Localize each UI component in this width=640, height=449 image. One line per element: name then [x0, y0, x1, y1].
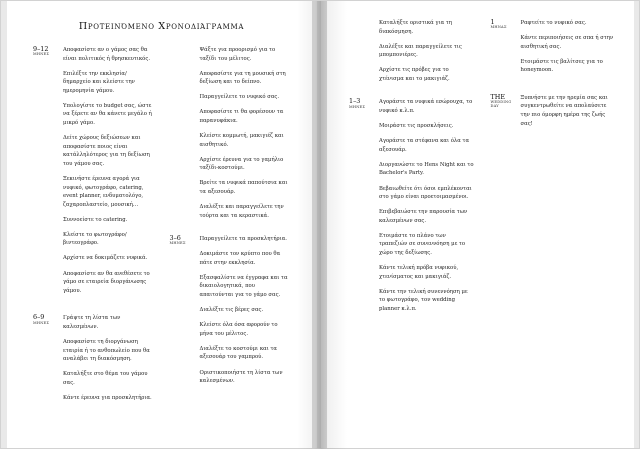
list-item: Αγοράστε τα νυφικά εσώρουχα, το νυφικό κ.λ.π. — [379, 99, 473, 115]
list-item: Διαλέξτε και παραγγείλετε την τούρτα και τα κεραστικά. — [199, 204, 284, 219]
left-column-2 — [170, 46, 291, 411]
timeline-items — [200, 46, 291, 220]
timeline-items — [521, 19, 617, 75]
list-item: Καταλήξτε οριστικά για τη διακόσμηση. — [379, 20, 453, 35]
page-title: Προτεινόμενο Χρονοδιάγραμμα — [78, 21, 245, 32]
right-column-1 — [349, 19, 475, 322]
timeline-unit: ΜΗΝΑΣ — [490, 25, 507, 30]
timeline-range: 1–3 — [349, 97, 361, 106]
left-column-1 — [33, 46, 154, 411]
timeline-items — [63, 314, 154, 402]
list-item: Δοκιμάστε τον κρύπτο που θα πάτε στην εκκλησία. — [199, 251, 281, 266]
timeline-block — [33, 46, 154, 295]
list-item: Αρχίστε να δοκιμάζετε νυφικά. — [63, 255, 148, 262]
timeline-block — [33, 314, 154, 402]
right-page — [327, 1, 634, 449]
timeline-label — [349, 98, 379, 109]
list-item: Επιβεβαιώστε την παρουσία των καλεσμένων σας. — [379, 209, 468, 224]
timeline-block — [349, 98, 475, 313]
list-item: Κάντε τελική πρόβα νυφικού, χτενίσματος και μακιγιάζ. — [379, 265, 459, 280]
list-item: Κάντε την τελική συνεννόηση με το φωτογράφο, τον wedding planner κ.λ.π. — [379, 288, 468, 312]
timeline-unit: ΜΗΝΕΣ — [349, 104, 366, 109]
block-spacer — [491, 84, 617, 94]
list-item: Κλείστε όλα όσα αφορούν το μήνα του μέλιτος. — [199, 322, 278, 337]
list-item: Δείτε χώρους δεξιώσεων και αποφασίστε ποιος είναι κατάλληλότερος για τη δεξίωση του γάμου σας. — [63, 135, 150, 167]
list-item: Αποφασίστε τη διοργάνωση εταιρία ή το ανθοπωλείο που θα αναλάβει τη διακόσμηση. — [63, 338, 150, 363]
list-item: Διαλέξτε το κοστούμι και τα αξεσουάρ του γαμπρού. — [199, 345, 277, 361]
timeline-unit: WEDDING DAY — [490, 100, 512, 108]
left-page-columns — [33, 46, 290, 411]
timeline-items — [379, 19, 475, 83]
list-item: Κλείστε το φωτογράφο/ βιντεογράφο. — [63, 231, 127, 247]
list-item: Επιλέξτε την εκκλησία/δημαρχείο και κλείστε την ημερομηνία γάμου. — [63, 70, 135, 94]
list-item: Ξυπνήστε με την ηρεμία σας και συγκεντρωθείτε να απολαύσετε την πιο όμορφη ημέρα της ζωής σας! — [520, 94, 608, 127]
list-item: Αποφασίστε τι θα φορέσουν τα παρανυφάκια. — [199, 109, 284, 124]
timeline-block — [170, 46, 291, 220]
list-item: Αρχίστε έρευνα για το γαμήλιο ταξίδι-κοστούμι. — [199, 156, 284, 172]
list-item: Διαλέξτε τις βέρες σας. — [199, 307, 264, 314]
list-item: Καταλήξτε στο θέμα του γάμου σας. — [63, 371, 148, 386]
list-item: Αποφασίστε για τη μουσική στη δεξίωση και το δείπνο. — [199, 70, 286, 86]
list-item: Κάντε έρευνα για προσκλητήρια. — [63, 394, 152, 401]
timeline-label — [349, 19, 379, 20]
timeline-block — [491, 94, 617, 128]
block-spacer — [33, 304, 154, 314]
list-item: Παραγγείλετε τα προσκλητήρια. — [199, 236, 287, 243]
left-page — [7, 1, 312, 449]
timeline-block — [491, 19, 617, 75]
list-item: Παραγγείλετε το νυφικό σας. — [199, 94, 280, 101]
list-item: Αγοράστε τα στέφανα και όλα τα αξεσουάρ. — [379, 138, 470, 153]
timeline-range: 9–12 — [33, 45, 49, 53]
timeline-unit: ΜΗΝΕΣ — [33, 320, 50, 325]
list-item: Αρχίστε τις πρόβες για το χτένισμα και το μακιγιάζ. — [379, 67, 450, 82]
list-item: Οριστικοποιήστε τη λίστα των καλεσμένων. — [199, 369, 283, 385]
timeline-label — [33, 314, 63, 325]
list-item: Βρείτε τα νυφικά παπούτσια και τα αξεσουάρ. — [199, 180, 288, 195]
list-item: Διοργανώστε το Hens Night και το Bachelor's Party. — [379, 161, 474, 177]
list-item: Βεβαιωθείτε ότι όσοι εμπλέκονται στο γάμο είναι προετοιμασμένοι. — [379, 185, 472, 201]
list-item: Κλείστε κομμωτή, μακιγιέζ και αισθητικό. — [199, 133, 284, 148]
list-item: Αποφασίστε αν ο γάμος σας θα είναι πολιτικός ή θρησκευτικός. — [63, 47, 151, 62]
timeline-label — [170, 46, 200, 47]
right-column-2 — [491, 19, 617, 322]
timeline-block — [349, 19, 475, 83]
list-item: Ετοιμάστε το πλάνο των τραπεζιών σε συνεννόηση με το χώρο της δεξίωσης. — [379, 232, 466, 256]
timeline-items — [379, 98, 475, 313]
list-item: Κάντε περιποιήσεις σε σπα ή στην αισθητική σας. — [520, 35, 614, 50]
list-item: Ραφτείτε το νυφικό σας. — [520, 20, 587, 26]
timeline-unit: ΜΗΝΕΣ — [33, 52, 50, 57]
list-item: Εξασφαλίστε να έγγραφα και τα δικαιολογητικά, που απαιτούνται για το γάμο σας. — [199, 274, 288, 299]
timeline-block — [170, 235, 291, 386]
timeline-range: 1 — [490, 18, 495, 26]
timeline-range: 6–9 — [33, 313, 45, 322]
list-item: Μοιράστε τις προσκλήσεις. — [379, 123, 454, 130]
right-page-columns — [349, 19, 616, 322]
list-item: Γράψτε τη λίστα των καλεσμένων. — [63, 315, 121, 330]
timeline-range: THE — [490, 92, 506, 101]
timeline-items — [200, 235, 291, 386]
timeline-unit: ΜΗΝΕΣ — [169, 241, 186, 246]
list-item: Υπολογίστε το budget σας, ώστε να ξέρετε αν θα κάνετε μεγάλο ή μικρό γάμο. — [63, 102, 152, 127]
list-item: Διαλέξτε και παραγγείλετε τις μπομπονιέρες. — [379, 43, 462, 59]
timeline-items — [63, 46, 154, 295]
timeline-label — [33, 46, 63, 57]
timeline-label — [491, 19, 521, 30]
timeline-range: 3–6 — [169, 234, 181, 243]
list-item: Συννοείστε το catering. — [63, 216, 128, 223]
timeline-label — [491, 94, 521, 109]
list-item: Ετοιμάστε τις βαλίτσες για το honeymoon. — [520, 58, 603, 74]
timeline-items — [521, 94, 617, 128]
list-item: Ψάξτε για προορισμό για το ταξίδι του μέλιτος. — [199, 47, 276, 62]
list-item: Ξεκινήστε έρευνα αγορά για νυφικό, φωτογράφο, catering, event planner, ενδυματολόγο, ζαχαροπλαστείο, μουσική… — [63, 175, 144, 208]
timeline-label — [170, 235, 200, 246]
list-item: Αποφασίστε αν θα ανεθέσετε το γάμο σε εταιρεία διοργάνωσης γάμου. — [63, 270, 150, 294]
